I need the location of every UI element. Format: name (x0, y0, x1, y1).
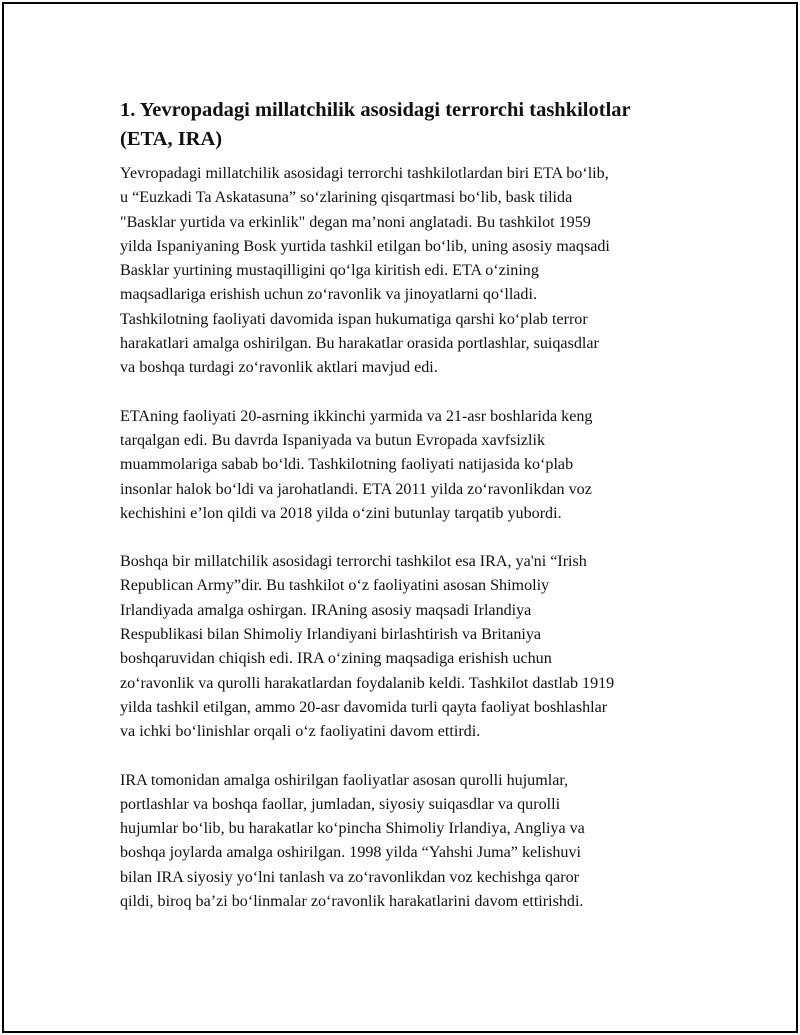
text-line: Irlandiyada amalga oshirgan. IRAning asosiy maqsadi Irlandiya (120, 601, 532, 619)
text-line: harakatlari amalga oshirilgan. Bu harakatlar orasida portlashlar, suiqasdlar (120, 335, 599, 353)
text-line: Republican Army”dir. Bu tashkilot o‘z faoliyatini asosan Shimoliy (120, 577, 550, 595)
text-line: qildi, biroq ba’zi bo‘linmalar zo‘ravonlik harakatlarini davom ettirishdi. (120, 893, 584, 911)
text-line: bilan IRA siyosiy yo‘lni tanlash va zo‘ravonlikdan voz kechishga qaror (120, 868, 580, 886)
paragraph-ira-activity (120, 769, 700, 915)
text-line: Boshqa bir millatchilik asosidagi terrorchi tashkilot esa IRA, ya'ni “Irish (120, 553, 587, 571)
text-line: Respublikasi bilan Shimoliy Irlandiyani birlashtirish va Britaniya (120, 626, 542, 644)
section-title-line: (ETA, IRA) (120, 128, 223, 150)
text-line: zo‘ravonlik va qurolli harakatlardan foydalanib keldi. Tashkilot dastlab 1919 (120, 674, 615, 692)
text-line: va boshqa turdagi zo‘ravonlik aktlari mavjud edi. (120, 359, 438, 377)
text-line: muammolariga sabab bo‘ldi. Tashkilotning faoliyati natijasida ko‘plab (120, 456, 574, 474)
text-line: portlashlar va boshqa faollar, jumladan, siyosiy suiqasdlar va qurolli (120, 795, 561, 813)
text-line: boshqa joylarda amalga oshirilgan. 1998 yilda “Yahshi Juma” kelishuvi (120, 844, 581, 862)
text-line: hujumlar bo‘lib, bu harakatlar ko‘pincha Shimoliy Irlandiya, Angliya va (120, 820, 585, 838)
paragraph-eta-activity (120, 405, 700, 526)
text-line: yilda tashkil etilgan, ammo 20-asr davomida turli qayta faoliyat boshlashlar (120, 698, 608, 716)
text-line: tarqalgan edi. Bu davrda Ispaniyada va butun Evropada xavfsizlik (120, 431, 545, 449)
text-line: ETAning faoliyati 20-asrning ikkinchi yarmida va 21-asr boshlarida keng (120, 407, 593, 425)
text-line: insonlar halok bo‘ldi va jarohatlandi. ETA 2011 yilda zo‘ravonlikdan voz (120, 480, 592, 498)
text-line: Yevropadagi millatchilik asosidagi terrorchi tashkilotlardan biri ETA bo‘lib, (120, 165, 609, 182)
text-line: maqsadlariga erishish uchun zo‘ravonlik va jinoyatlarni qo‘lladi. (120, 286, 537, 304)
text-line: va ichki bo‘linishlar orqali o‘z faoliyatini davom ettirdi. (120, 723, 481, 741)
text-line: boshqaruvidan chiqish edi. IRA o‘zining maqsadiga erishish uchun (120, 650, 552, 668)
document-content (120, 96, 700, 914)
text-line: u “Euzkadi Ta Askatasuna” so‘zlarining qisqartmasi bo‘lib, bask tilida (120, 189, 573, 207)
text-line: kechishini e’lon qildi va 2018 yilda o‘zini butunlay tarqatib yubordi. (120, 504, 562, 522)
section-title-line: 1. Yevropadagi millatchilik asosidagi terrorchi tashkilotlar (120, 99, 631, 121)
text-line: yilda Ispaniyaning Bosk yurtida tashkil etilgan bo‘lib, uning asosiy maqsadi (120, 237, 610, 255)
section-title (120, 96, 700, 154)
text-line: IRA tomonidan amalga oshirilgan faoliyatlar asosan qurolli hujumlar, (120, 771, 569, 789)
text-line: "Basklar yurtida va erkinlik" degan ma’noni anglatadi. Bu tashkilot 1959 (120, 213, 591, 231)
paragraph-ira-intro (120, 550, 700, 744)
text-line: Tashkilotning faoliyati davomida ispan hukumatiga qarshi ko‘plab terror (120, 310, 588, 328)
document-page (2, 2, 798, 1033)
paragraph-eta-intro (120, 162, 700, 381)
text-line: Basklar yurtining mustaqilligini qo‘lga kiritish edi. ETA o‘zining (120, 262, 539, 280)
